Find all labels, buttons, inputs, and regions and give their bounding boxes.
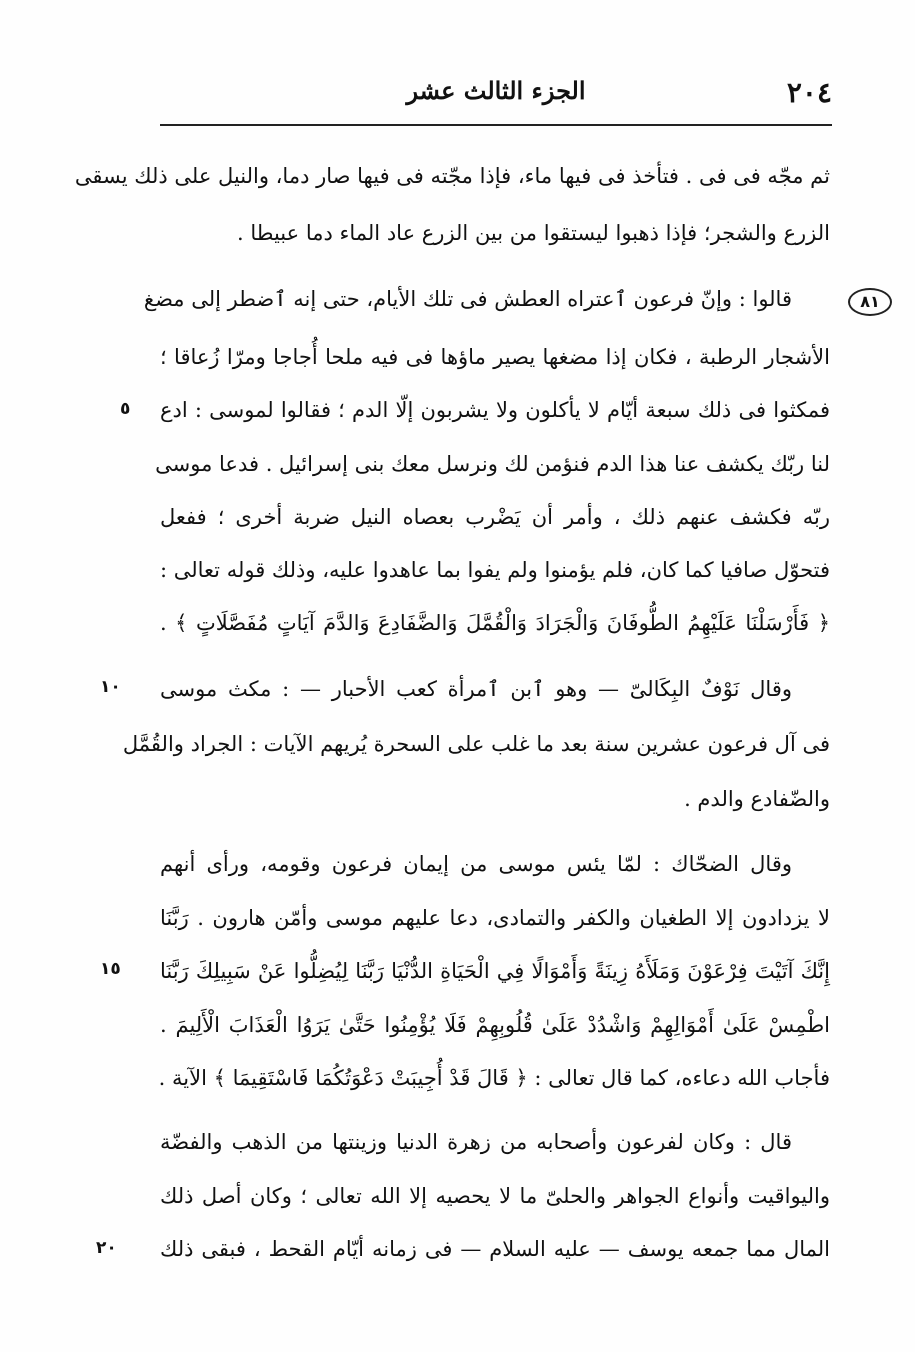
text-line: الأشجار الرطبة ، فكان إذا مضغها يصير ماؤها فى فيه ملحا أُجاجا ومرّا زُعاقا ؛ [160, 345, 830, 369]
margin-page-marker: ٨١ [848, 288, 892, 316]
quran-verse-line: ﴿ فَأَرْسَلْنَا عَلَيْهِمُ الطُّوفَانَ وَالْجَرَادَ وَالْقُمَّلَ وَالضَّفَادِعَ وَالدَّمَ آيَاتٍ مُفَصَّلَاتٍ ﴾ . [160, 611, 830, 635]
line-number-10: ١٠ [100, 677, 121, 697]
text-line: لا يزدادون إلا الطغيان والكفر والتمادى، دعا عليهم موسى وأمّن هارون . رَبَّنَا [160, 906, 830, 930]
text-line: الزرع والشجر؛ فإذا ذهبوا ليستقوا من بين الزرع عاد الماء دما عبيطا . [236, 221, 830, 245]
text-line: ربّه فكشف عنهم ذلك ، وأمر أن يَضْرب بعصاه النيل ضربة أخرى ؛ ففعل [160, 505, 830, 529]
text-line: والضّفادع والدم . [684, 787, 830, 811]
text-line: فتحوّل صافيا كما كان، فلم يؤمنوا ولم يفوا بما عاهدوا عليه، وذلك قوله تعالى : [160, 558, 830, 582]
text-line: فى آل فرعون عشرين سنة بعد ما غلب على السحرة يُريهم الآيات : الجراد والقُمَّل [122, 732, 830, 756]
text-line: المال مما جمعه يوسف — عليه السلام — فى زمانه أيّام القحط ، فبقى ذلك [160, 1237, 830, 1261]
text-line: وقال نَوْفٌ البِكَالىّ — وهو ٱبن ٱمرأة كعب الأحبار — : مكث موسى [160, 677, 792, 701]
text-line: لنا ربّك يكشف عنا هذا الدم فنؤمن لك ونرسل معك بنى إسرائيل . فدعا موسى [155, 452, 830, 476]
text-line: فأجاب الله دعاءه، كما قال تعالى : ﴿ قَالَ قَدْ أُجِيبَتْ دَعْوَتُكُمَا فَاسْتَقِيمَا ﴾ الآية . [158, 1066, 830, 1090]
text-line: فمكثوا فى ذلك سبعة أيّام لا يأكلون ولا يشربون إلّا الدم ؛ فقالوا لموسى : ادع [160, 398, 830, 422]
quran-verse-line: إِنَّكَ آتَيْتَ فِرْعَوْنَ وَمَلَأَهُ زِينَةً وَأَمْوَالًا فِي الْحَيَاةِ الدُّنْيَا رَبَّنَا لِيُضِلُّوا عَنْ سَبِيلِكَ رَبَّنَا [160, 959, 830, 983]
page-number: ٢٠٤ [786, 76, 832, 109]
header-divider [160, 124, 832, 126]
quran-verse-line: اطْمِسْ عَلَىٰ أَمْوَالِهِمْ وَاشْدُدْ عَلَىٰ قُلُوبِهِمْ فَلَا يُؤْمِنُوا حَتَّىٰ يَرَوُا الْعَذَابَ الْأَلِيمَ . [160, 1013, 830, 1037]
text-line: وقال الضحّاك : لمّا يئس موسى من إيمان فرعون وقومه، ورأى أنهم [160, 852, 792, 876]
line-number-15: ١٥ [100, 959, 121, 979]
text-line: ثم مجّه فى فى . فتأخذ فى فيها ماء، فإذا مجّته فى فيها صار دما، والنيل على ذلك يسقى [74, 164, 830, 188]
text-line: قال : وكان لفرعون وأصحابه من زهرة الدنيا وزينتها من الذهب والفضّة [160, 1130, 792, 1154]
running-title: الجزء الثالث عشر [406, 76, 586, 105]
line-number-5: ٥ [120, 399, 131, 419]
line-number-20: ٢٠ [96, 1238, 117, 1258]
text-line: قالوا : وإنّ فرعون ٱعتراه العطش فى تلك الأيام، حتى إنه ٱضطر إلى مضغ [143, 287, 792, 311]
page-header [160, 70, 832, 120]
text-line: واليواقيت وأنواع الجواهر والحلىّ ما لا يحصيه إلا الله تعالى ؛ وكان أصل ذلك [160, 1184, 831, 1208]
